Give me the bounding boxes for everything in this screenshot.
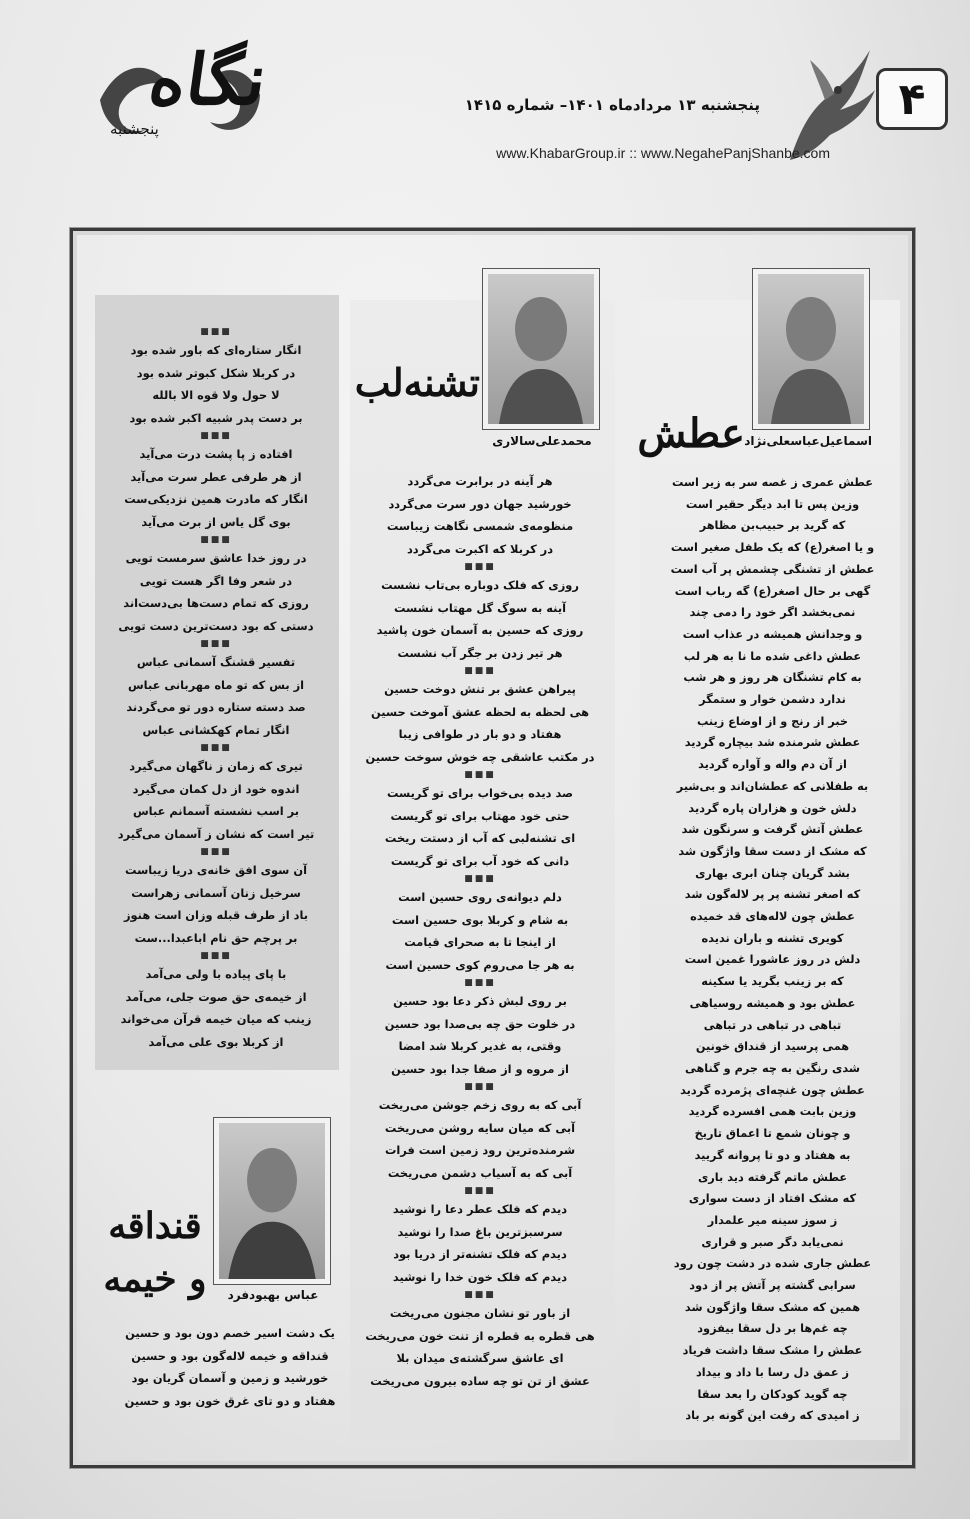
poem-title-bottom-line1: قنداقه (108, 1205, 202, 1247)
poem-line: از مروه و از صفا جدا بود حسین (391, 1061, 569, 1076)
page-header (0, 0, 970, 200)
poem-line: از اینجا تا به صحرای قیامت (404, 935, 556, 949)
poem-line: دلش در روز عاشورا غمین است (684, 953, 861, 967)
poem-line: عطش چون لاله‌های قد خمیده (690, 910, 855, 924)
poem-line: بر اسب نشسته آسمانم عباس (132, 804, 300, 818)
poem-line: ز سوز سینه میر علمدار (707, 1213, 838, 1227)
poem-line: یک دشت اسیر خصم دون بود و حسین (125, 1326, 335, 1340)
poem-line: بر روی لبش ذکر دعا بود حسین (393, 994, 567, 1008)
poem-line: دستی که بود دست‌ترین دست تویی (118, 618, 314, 633)
poem-right-body (655, 472, 890, 1427)
poem-line: سرخیل زنان آسمانی زهراست (131, 885, 301, 900)
stanza-separator: ■■■ (200, 431, 232, 441)
stanza-separator: ■■■ (464, 1082, 496, 1092)
issue-date-line: پنجشنبه ۱۳ مردادماه ۱۴۰۱– شماره ۱۴۱۵ (464, 96, 760, 114)
poem-line: دلم دیوانه‌ی روی حسین است (398, 890, 562, 904)
poem-line: از باور تو نشان مجنون می‌ریخت (389, 1306, 571, 1320)
poem-line: ای عاشق سرگشته‌ی میدان بلا (396, 1351, 564, 1365)
poem-line: همین که مشک سقا واژگون شد (684, 1300, 861, 1314)
poem-line: آبی که به روی زخم جوشن می‌ریخت (378, 1098, 582, 1112)
poem-line: در روز خدا عاشق سرمست تویی (125, 551, 307, 565)
stanza-separator: ■■■ (464, 1290, 496, 1300)
poem-line: خورشید و زمین و آسمان گریان بود (131, 1371, 329, 1385)
poem-line: از بس که تو ماه مهربانی عباس (127, 677, 305, 692)
stanza-separator: ■■■ (464, 874, 496, 884)
poem-line: سرابی گشته پر آتش پر از دود (689, 1279, 856, 1293)
poem-line: هر آینه در برابرت می‌گردد (407, 474, 553, 488)
author-photo-bottom (213, 1117, 331, 1285)
poem-line: افتاده ز پا پشت درت می‌آید (139, 447, 293, 461)
poem-line: ای تشنه‌لبی که آب از دستت ریخت (384, 831, 576, 845)
poem-line: نمی‌بخشد اگر خود را دمی چند (689, 606, 856, 620)
poem-bottom-body (115, 1322, 345, 1412)
poem-line: وزین بابت همی افسرده گردید (688, 1105, 857, 1119)
poem-line: از کربلا بوی علی می‌آمد (148, 1034, 284, 1049)
stanza-separator: ■■■ (200, 743, 232, 753)
poem-line: هی لحظه به لحظه عشق آموخت حسین (370, 704, 590, 719)
poem-line: انگار که مادرت همین نزدیکی‌ست (124, 492, 308, 506)
poem-line: در مکتب عاشقی چه خوش سوخت حسین (365, 749, 595, 764)
poem-line: از خیمه‌ی حق صوت جلی، می‌آمد (125, 989, 307, 1004)
poem-line: قنداقه و خیمه لاله‌گون بود و حسین (131, 1348, 329, 1363)
poem-line: به طفلانی که عطشان‌اند و بی‌شیر (676, 779, 869, 793)
poem-line: چه غم‌ها بر دل سقا بیفزود (697, 1322, 848, 1336)
portrait-icon (488, 274, 594, 424)
poem-line: شرمنده‌ترین رود زمین است فرات (384, 1143, 576, 1157)
poem-line: هر تیر زدن بر جگر آب نشست (397, 645, 563, 660)
poem-line: انگار ستاره‌ای که باور شده بود (130, 343, 302, 357)
poem-line: به کام تشنگان هر روز و هر شب (683, 671, 862, 685)
poem-line: از آن دم واله و آواره گردید (698, 758, 847, 772)
poem-line: تباهی در تباهی در تباهی (703, 1018, 842, 1032)
stanza-separator: ■■■ (464, 562, 496, 572)
stanza-separator: ■■■ (464, 770, 496, 780)
poem-line: گهی بر حال اصغر(ع) گه رباب است (674, 584, 871, 598)
poem-line: تیری که زمان ز ناگهان می‌گیرد (129, 759, 303, 773)
poem-line: عطش شرمنده شد بیچاره گردید (684, 736, 861, 750)
poem-line: که مشک افتاد از دست سواری (688, 1192, 857, 1206)
author-name-right: اسماعیل‌عباسعلی‌نژاد (744, 434, 872, 448)
poem-title-right: عطش (637, 410, 745, 457)
poem-line: عطش داغی شده ما نا به هر لب (683, 649, 862, 663)
poem-line: زینب که میان خیمه قرآن می‌خواند (120, 1012, 312, 1026)
stanza-separator: ■■■ (464, 666, 496, 676)
stanza-separator: ■■■ (464, 978, 496, 988)
poem-line: لا حول ولا قوه الا بالله (152, 388, 280, 402)
poem-line: سرسبزترین باغ صدا را نوشید (397, 1224, 563, 1239)
poem-line: دیدم که فلک عطر دعا را نوشید (392, 1202, 568, 1216)
poem-title-bottom-line2: و خیمه (103, 1258, 207, 1300)
poem-line: آن سوی افق خانه‌ی دریا زیباست (125, 863, 307, 877)
website-urls: www.KhabarGroup.ir :: www.NegahePanjShanbe.com (496, 145, 830, 161)
poem-line: روزی که حسین به آسمان خون پاشید (376, 623, 584, 637)
poem-line: عطش عمری ز غصه سر به زیر است (671, 476, 874, 489)
poem-line: عطش ماتم گرفته دید باری (697, 1170, 848, 1184)
poem-line: عطش چون غنچه‌ای پژمرده گردید (680, 1083, 865, 1097)
poem-line: عطش از تشنگی چشمش پر آب است (670, 562, 875, 576)
poem-line: بشد گریان چنان ابری بهاری (695, 866, 850, 880)
newspaper-logo: نگاه (144, 38, 272, 121)
author-photo-right (752, 268, 870, 430)
poem-line: ندارد دشمن خوار و ستمگر (699, 693, 846, 707)
poem-line: عطش بود و همیشه روسیاهی (689, 996, 856, 1010)
stanza-separator: ■■■ (200, 639, 232, 649)
poem-line: با پای پیاده با ولی می‌آمد (145, 967, 287, 981)
poem-line: ز عمق دل رسا با داد و بیداد (696, 1365, 849, 1379)
poem-line: تفسیر قشنگ آسمانی عباس (136, 655, 296, 669)
poem-line: انگار تمام کهکشانی عباس (142, 722, 290, 737)
poem-line: عطش آتش گرفت و سرنگون شد (681, 823, 864, 837)
poem-line: در خلوت حق چه بی‌صدا بود حسین (384, 1016, 576, 1031)
portrait-icon (758, 274, 864, 424)
poem-line: دیدم که فلک خون خدا را نوشید (392, 1269, 568, 1284)
poem-line: دیدم که فلک تشنه‌تر از دریا بود (393, 1247, 567, 1261)
stanza-separator: ■■■ (200, 847, 232, 857)
poem-line: هفتاد و دو تای غرق خون بود و حسین (124, 1393, 336, 1408)
poem-line: صد دیده بی‌خواب برای تو گریست (386, 786, 574, 800)
page-number: ۴ (876, 68, 948, 130)
stanza-separator: ■■■ (200, 327, 232, 337)
poem-line: که بر زینب بگرید یا سکینه (701, 975, 844, 989)
author-name-bottom: عباس بهبودفرد (227, 1288, 319, 1302)
poem-line: آینه به سوگ گل مهتاب نشست (393, 600, 566, 615)
poem-line: عطش را مشک سقا داشت فریاد (682, 1344, 863, 1358)
poem-line: هی قطره به قطره از تنت خون می‌ریخت (365, 1328, 595, 1343)
poem-line: تیر است که نشان ز آسمان می‌گیرد (117, 826, 315, 841)
poem-line: و چونان شمع تا اعماق تاریخ (694, 1127, 851, 1141)
poem-line: بر پرچم حق نام اباعبدا...ست (134, 930, 298, 945)
poem-line: وزین پس تا ابد دیگر حقیر است (685, 497, 860, 511)
poem-line: عشق از تن تو چه ساده بیرون می‌ریخت (370, 1373, 590, 1388)
poem-line: عطش جاری شده در دشت چون رود (673, 1257, 872, 1271)
poem-line: در کربلا شکل کبوتر شده بود (136, 365, 296, 380)
poem-line: اندوه خود از دل کمان می‌گیرد (132, 781, 300, 796)
poem-line: به هر جا می‌روم کوی حسین است (385, 957, 575, 972)
stanza-separator: ■■■ (464, 1186, 496, 1196)
poem-line: به شام و کربلا بوی حسین است (391, 912, 569, 927)
poem-line: پیراهن عشق بر تنش دوخت حسین (384, 682, 576, 696)
poem-line: از هر طرفی عطر سرت می‌آید (130, 469, 302, 484)
poem-line: آبی که به آسیاب دشمن می‌ریخت (387, 1165, 573, 1180)
newspaper-logo-sub: پنجشنبه (110, 120, 159, 138)
poem-line: حتی خود مهتاب برای تو گریست (390, 808, 570, 823)
poem-line: چه گوید کودکان را بعد سقا (697, 1387, 848, 1401)
portrait-icon (219, 1123, 325, 1279)
poem-line: صد دسته ستاره دور تو می‌گردند (126, 700, 306, 714)
poem-line: شدی رنگین به چه جرم و گناهی (685, 1061, 860, 1075)
stanza-separator: ■■■ (200, 535, 232, 545)
poem-line: که گرید بر حبیب‌بن مظاهر (699, 519, 846, 533)
poem-line: بر دست پدر شبیه اکبر شده بود (129, 410, 303, 425)
poem-line: خورشید جهان دور سرت می‌گردد (388, 496, 572, 511)
poem-line: ز امیدی که رفت این گونه بر باد (685, 1409, 860, 1423)
poem-line: کویری تشنه و باران ندیده (701, 931, 844, 945)
poem-line: در شعر وفا اگر هست تویی (139, 573, 293, 588)
poem-line: باد از طرف قبله وزان است هنوز (123, 908, 309, 922)
poem-line: خبر از رنج و از اوضاع زینب (696, 714, 849, 728)
poem-line: روزی که تمام دست‌ها بی‌دست‌اند (123, 596, 309, 610)
poem-line: به هفتاد و دو تا پروانه گریید (694, 1148, 851, 1162)
author-photo-middle (482, 268, 600, 430)
poem-line: منظومه‌ی شمسی نگاهت زیباست (386, 519, 574, 533)
poem-title-middle: تشنه‌لب (354, 360, 480, 405)
poem-line: نمی‌یابد دگر صبر و قراری (701, 1235, 844, 1249)
poem-line: که مشک از دست سقا واژگون شد (678, 844, 867, 858)
poem-line: در کربلا که اکبرت می‌گردد (406, 541, 554, 556)
poem-line: روزی که فلک دوباره بی‌تاب نشست (381, 578, 579, 592)
poem-line: آبی که میان سایه روشن می‌ریخت (384, 1120, 576, 1135)
poem-middle-body (360, 470, 600, 1392)
poem-line: و وجدانش همیشه در عذاب است (682, 627, 863, 641)
poem-line: دلش خون و هزاران پاره گردید (688, 801, 857, 815)
poem-line: هفتاد و دو بار در طوافی زیبا (398, 727, 562, 741)
poem-line: که اصغر تشنه پر پر لاله‌گون شد (684, 888, 861, 902)
poem-line: وقتی، به غدیر کربلا شد امضا (398, 1039, 562, 1053)
poem-line: بوی گل یاس از برت می‌آید (141, 514, 291, 529)
stanza-separator: ■■■ (200, 951, 232, 961)
poem-line: و یا اصغر(ع) که یک طفل صغیر است (670, 541, 875, 555)
poem-line: دانی که خود آب برای تو گریست (390, 853, 570, 868)
author-name-middle: محمدعلی‌سالاری (492, 434, 592, 448)
poem-left-body (100, 325, 332, 1053)
poem-line: همی پرسید از قنداق خونین (695, 1040, 850, 1054)
